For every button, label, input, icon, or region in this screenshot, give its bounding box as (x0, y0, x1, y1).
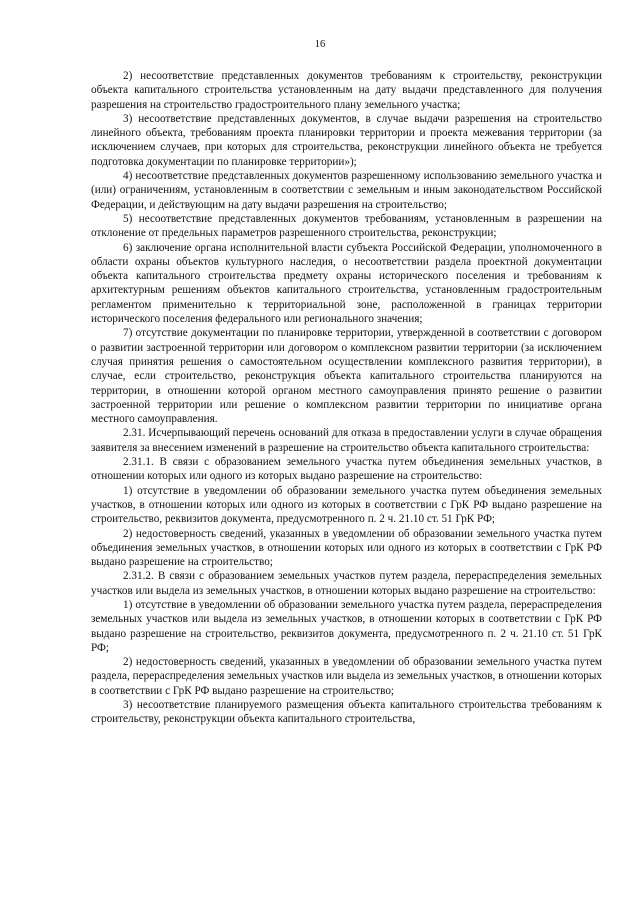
paragraph: 3) несоответствие представленных документов, в случае выдачи разрешения на строительство линейного объекта, требованиям проекта планировки территории и проекта межевания территории (за исключением случаев, при которых для строительства, реконструкции линейного объекта не требуется подготовка документации по планировке территории»); (91, 112, 602, 168)
paragraph: 2.31.1. В связи с образованием земельного участка путем объединения земельных участков, в отношении которых или одного из которых выдано разрешение на строительство: (91, 456, 602, 483)
paragraph: 4) несоответствие представленных документов разрешенному использованию земельного участка и (или) ограничениям, установленным в соответствии с земельным и иным законодательством Российской Федерации, и действующим на дату выдачи разрешения на строительство; (91, 170, 602, 211)
paragraph: 6) заключение органа исполнительной власти субъекта Российской Федерации, уполномоченного в области охраны объектов культурного наследия, о несоответствии раздела проектной документации объекта капитального строительства предмету охраны исторического поселения и требованиям к архитектурным решениям объектов капитального строительства, установленным градостроительным регламентом применительно к территориальной зоне, расположенной в границах территории исторического поселения федерального или регионального значения; (91, 241, 602, 326)
paragraph: 2) недостоверность сведений, указанных в уведомлении об образовании земельного участка путем объединения земельных участков, в отношении которых или одного из которых в соответствии с ГрК РФ выдано разрешение на строительство; (91, 527, 602, 569)
paragraph: 7) отсутствие документации по планировке территории, утвержденной в соответствии с договором о развитии застроенной территории или договором о комплексном развитии территории (за исключением случая принятия решения о самостоятельном осуществлении комплексного развития территории), в случае, если строительство, реконструкция объекта капитального строительства планируются на территории, в отношении которой органом местного самоуправления принято решение о развитии застроенной территории или решение о комплексном развитии территории по инициативе органа местного самоуправления. (91, 327, 602, 426)
paragraph: 5) несоответствие представленных документов требованиям, установленным в разрешении на отклонение от предельных параметров разрешенного строительства, реконструкции; (91, 212, 602, 240)
paragraph: 1) отсутствие в уведомлении об образовании земельного участка путем объединения земельных участков, в отношении которых или одного из которых в соответствии с ГрК РФ выдано разрешение на строительство, реквизитов документа, предусмотренного п. 2 ч. 21.10 ст. 51 ГрК РФ; (91, 484, 602, 526)
paragraph: 2) недостоверность сведений, указанных в уведомлении об образовании земельного участка путем раздела, перераспределения земельных участков или выдела из земельных участков, в отношении которых в соответствии с ГрК РФ выдано разрешение на строительство; (91, 656, 602, 697)
paragraph: 3) несоответствие планируемого размещения объекта капитального строительства требованиям к строительству, реконструкции объекта капитального строительства, (91, 699, 602, 726)
paragraph: 2.31. Исчерпывающий перечень оснований для отказа в предоставлении услуги в случае обращения заявителя за внесением изменений в разрешение на строительство объекта капитального строительства: (91, 427, 602, 454)
page-number: 16 (314, 39, 326, 50)
paragraph: 2) несоответствие представленных документов требованиям к строительству, реконструкции объекта капитального строительства установленным на дату выдачи представленного для получения разрешения на строительство градостроительного плану земельного участка; (91, 70, 602, 111)
paragraph: 1) отсутствие в уведомлении об образовании земельного участка путем раздела, перераспределения земельных участков или выдела из земельных участков, в отношении которых в соответствии с ГрК РФ выдано разрешение на строительство, реквизитов документа, предусмотренного п. 2 ч. 21.10 ст. 51 ГрК РФ; (91, 598, 602, 654)
paragraph: 2.31.2. В связи с образованием земельных участков путем раздела, перераспределения земельных участков или выдела из земельных участков, в отношении которых выдано разрешение на строительство: (91, 570, 602, 597)
document-body (91, 69, 602, 727)
